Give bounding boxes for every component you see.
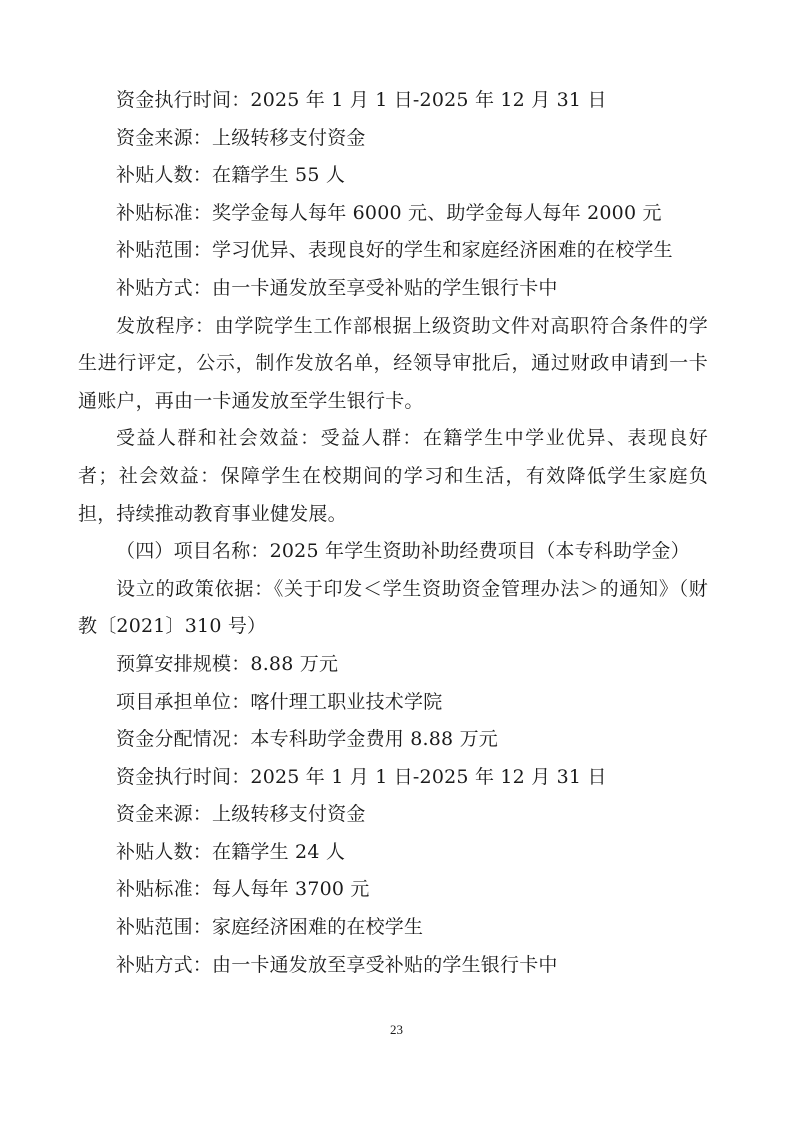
paragraph-project-name: （四）项目名称：2025 年学生资助补助经费项目（本专科助学金） — [116, 540, 690, 563]
paragraph-distribution-procedure: 发放程序：由学院学生工作部根据上级资助文件对高职符合条件的学生进行评定，公示，制作发放名单，经领导审批后，通过财政申请到一卡通账户，再由一卡通发放至学生银行卡。 — [78, 314, 708, 412]
paragraph-beneficiaries: 受益人群和社会效益：受益人群：在籍学生中学业优异、表现良好者；社会效益：保障学生在校期间的学习和生活，有效降低学生家庭负担，持续推动教育事业健发展。 — [78, 427, 708, 525]
paragraph-subsidy-standard-2: 补贴标准：每人每年 3700 元 — [116, 878, 370, 901]
paragraph-subsidy-count-2: 补贴人数：在籍学生 24 人 — [116, 840, 346, 863]
paragraph-fund-allocation: 资金分配情况：本专科助学金费用 8.88 万元 — [116, 728, 498, 751]
document-body — [78, 82, 708, 984]
paragraph-subsidy-method-1: 补贴方式：由一卡通发放至享受补贴的学生银行卡中 — [116, 276, 558, 299]
paragraph-fund-period-2: 资金执行时间：2025 年 1 月 1 日-2025 年 12 月 31 日 — [116, 765, 607, 788]
paragraph-fund-source-1: 资金来源：上级转移支付资金 — [116, 126, 366, 149]
paragraph-fund-source-2: 资金来源：上级转移支付资金 — [116, 803, 366, 826]
page-number: 23 — [390, 1022, 403, 1037]
paragraph-policy-basis: 设立的政策依据：《关于印发＜学生资助资金管理办法＞的通知》（财教〔2021〕310 号） — [78, 577, 708, 638]
paragraph-subsidy-standard-1: 补贴标准：奖学金每人每年 6000 元、助学金每人每年 2000 元 — [116, 201, 662, 224]
paragraph-subsidy-method-2: 补贴方式：由一卡通发放至享受补贴的学生银行卡中 — [116, 953, 558, 976]
paragraph-subsidy-scope-2: 补贴范围：家庭经济困难的在校学生 — [116, 916, 424, 939]
paragraph-subsidy-scope-1: 补贴范围：学习优异、表现良好的学生和家庭经济困难的在校学生 — [116, 239, 673, 262]
paragraph-subsidy-count-1: 补贴人数：在籍学生 55 人 — [116, 164, 346, 187]
paragraph-budget-scale: 预算安排规模：8.88 万元 — [116, 652, 339, 675]
paragraph-fund-period-1: 资金执行时间：2025 年 1 月 1 日-2025 年 12 月 31 日 — [116, 89, 607, 111]
paragraph-responsible-unit: 项目承担单位：喀什理工职业技术学院 — [116, 690, 443, 713]
